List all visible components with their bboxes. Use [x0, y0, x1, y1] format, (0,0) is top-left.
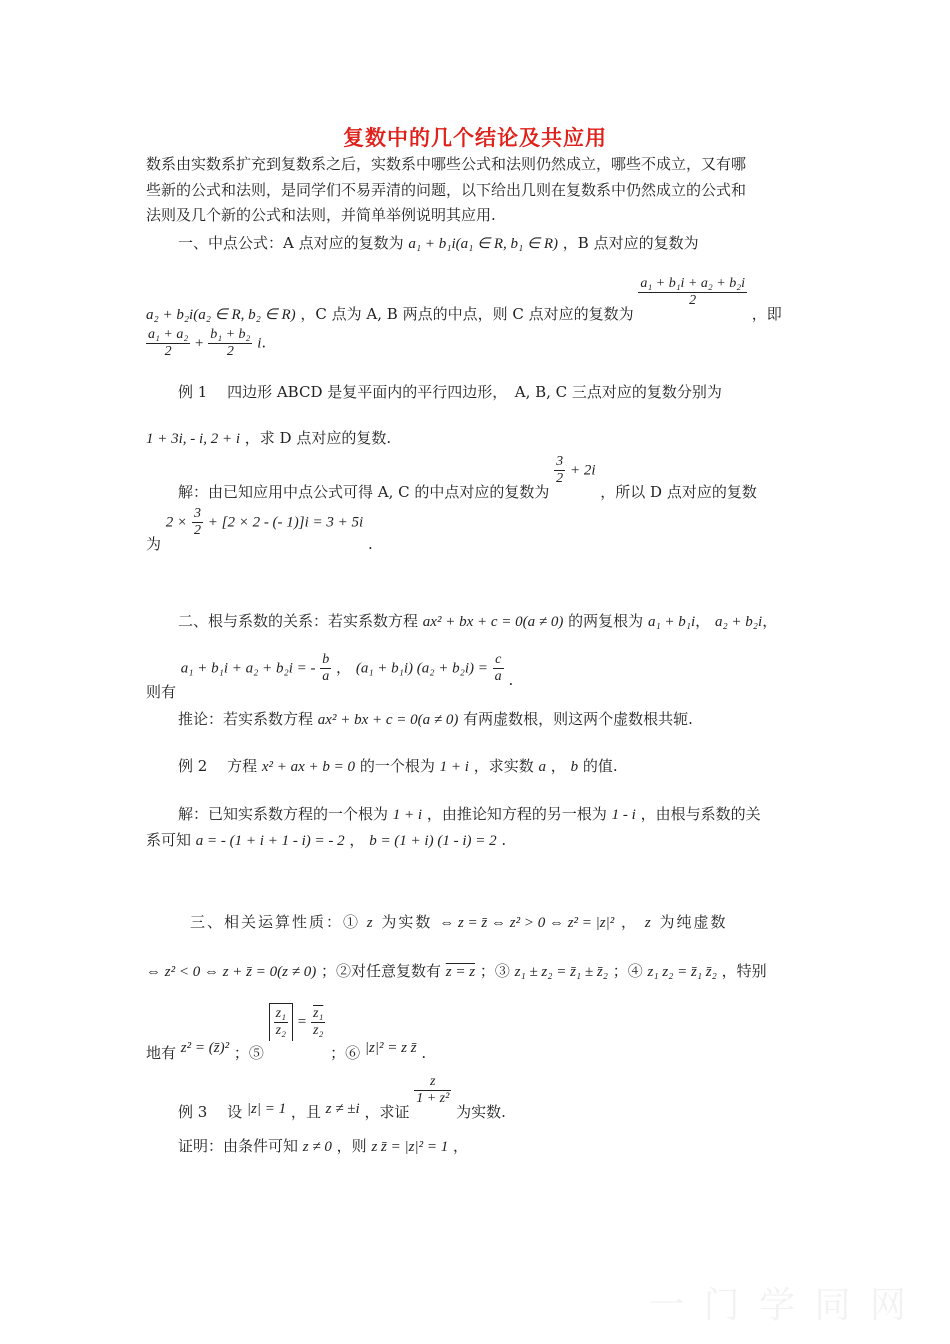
example3-text: ，求证: [364, 1102, 410, 1121]
math-calc: 2 ×: [165, 514, 188, 531]
fraction-z: [414, 1074, 451, 1107]
math-product-conjugate: z₁ z₂ = z̄₁ z̄₂: [647, 964, 717, 980]
math-product-roots: (a₁ + b₁i) (a₂ + b₂i) =: [355, 660, 488, 677]
corollary-text: 推论：若实系数方程: [178, 710, 314, 728]
fraction-denominator: a: [494, 669, 502, 684]
example2-line-1: [178, 755, 618, 776]
period: .: [368, 534, 373, 553]
solution-text: ，由推论知方程的另一根为: [426, 805, 607, 823]
section3-text: 为纯虚数: [659, 913, 728, 931]
separator: ，: [550, 757, 566, 775]
period: .: [421, 1044, 427, 1062]
fraction-numerator: 3: [193, 506, 201, 521]
watermark: 一 门 学 同 网: [648, 1285, 910, 1326]
var-a: a: [538, 759, 547, 775]
example1-line-2: [146, 427, 391, 448]
example3-line-1: [178, 1074, 506, 1121]
separator: ，: [349, 831, 365, 849]
page-title: 复数中的几个结论及共应用: [343, 126, 607, 150]
section3-text: 为实数: [381, 913, 433, 931]
solution-text: 解：由已知应用中点公式可得 A, C 的中点对应的复数为: [178, 482, 550, 501]
section3-text: ；④: [612, 962, 643, 980]
fraction-imag: [208, 327, 252, 360]
section1-line-2: [146, 276, 782, 323]
fraction-real: [146, 327, 190, 360]
fraction-quotient-conj: [311, 1006, 325, 1039]
fraction-numerator: z: [414, 1074, 451, 1091]
fraction-numerator: a₁ + b₁i + a₂ + b₂i: [640, 276, 745, 291]
example3-text: 例 3 设: [178, 1102, 243, 1121]
math-root1: a₁ + b₁i: [647, 614, 696, 630]
fraction-denominator: 2: [226, 344, 234, 359]
math-root2: a₂ + b₂i: [714, 614, 763, 630]
solution-text: 解：已知实系数方程的一个根为: [178, 805, 389, 823]
example1-solution-1: [178, 454, 757, 501]
section2-line-2: [146, 652, 514, 701]
section1-text: ，B 点对应的复数为: [562, 234, 699, 252]
math-z-nonzero: z ≠ 0: [302, 1139, 332, 1155]
fraction-numerator: z₁: [313, 1005, 324, 1021]
section3-text: ；②对任意复数有: [320, 962, 441, 980]
fraction-numerator: z₁: [275, 1006, 286, 1021]
proof-text: 证明：由条件可知: [178, 1137, 299, 1155]
fraction-denominator: a: [322, 669, 330, 684]
math-quadratic: ax² + bx + c = 0(a ≠ 0): [422, 614, 564, 630]
section3-text: ；③: [479, 962, 510, 980]
section3-line-3: [146, 1003, 427, 1062]
example2-text: 的值.: [582, 757, 618, 775]
section2-line-1: [178, 610, 777, 631]
section1-text: ，即: [751, 304, 782, 323]
var-z: z: [366, 915, 375, 931]
math-a2b2: a₂ + b₂i(a₂ ∈ R, b₂ ∈ R): [146, 306, 296, 323]
proof-text: ，则: [336, 1137, 367, 1155]
math-root: 1 + i: [392, 807, 423, 823]
math-sum-roots: a₁ + b₁i + a₂ + b₂i = -: [180, 660, 316, 677]
solution-text: 系可知: [146, 831, 192, 849]
fraction-denominator: 2: [556, 471, 564, 486]
math-z-zbar: z z̄ = |z|² = 1: [371, 1139, 449, 1155]
example2-text: 的一个根为: [359, 757, 435, 775]
section1-line-1: [178, 232, 699, 253]
fraction-denominator: 2: [193, 523, 201, 538]
section3-line-1: [190, 911, 727, 932]
solution-text: 为: [146, 534, 162, 553]
math-a-value: a = - (1 + i + 1 - i) = - 2: [195, 833, 345, 849]
fraction-quotient: [269, 1003, 293, 1041]
example3-text: ，且: [290, 1102, 321, 1121]
solution-text: ，所以 D 点对应的复数: [600, 482, 757, 501]
example2-solution-1: [178, 803, 761, 824]
example1-text: ，求 D 点对应的复数.: [244, 429, 392, 447]
section3-text: ；⑤: [233, 1044, 264, 1062]
math-double-conjugate: z = z: [445, 964, 476, 980]
fraction-denominator: z₂: [313, 1022, 324, 1038]
fraction-numerator: b: [322, 652, 330, 667]
section3-text: 三、相关运算性质：①: [190, 913, 361, 931]
example1-solution-2: [146, 506, 373, 553]
fraction-b-a: [320, 652, 331, 685]
math-real-conditions: ⇔ z = z̄ ⇔ z² > 0 ⇔ z² = |z|²: [439, 915, 615, 931]
period: .: [261, 333, 267, 352]
var-z: z: [644, 915, 653, 931]
math-points: 1 + 3i, - i, 2 + i: [146, 431, 240, 447]
math-plus-2i: + 2i: [569, 462, 596, 479]
period: .: [508, 670, 514, 689]
separator: ，: [762, 612, 778, 630]
section2-text: 的两复根为: [568, 612, 644, 630]
math-square-conjugate: z² = (z̄)²: [180, 1040, 230, 1056]
section3-text: 地有: [146, 1044, 177, 1062]
fraction-denominator: 2: [689, 293, 697, 308]
separator: ，: [336, 658, 352, 677]
fraction-numerator: b₁ + b₂: [210, 327, 251, 342]
separator: ，: [695, 612, 711, 630]
math-not-i: z ≠ ±i: [325, 1100, 360, 1117]
math-equation: x² + ax + b = 0: [261, 759, 356, 775]
fraction-numerator: 3: [556, 454, 564, 469]
imag-unit: i: [257, 335, 262, 352]
separator: ，: [621, 913, 639, 931]
example3-text: 为实数.: [456, 1102, 506, 1121]
math-root: 1 - i: [611, 807, 636, 823]
section2-text: 则有: [146, 682, 177, 701]
midpoint-fraction: [638, 276, 747, 309]
example2-text: ，求实数: [473, 757, 534, 775]
section1-text: 一、中点公式：A 点对应的复数为: [178, 234, 404, 252]
proof-text: ，: [453, 1137, 469, 1155]
intro-line-3: 法则及几个新的公式和法则，并简单举例说明其应用.: [146, 206, 496, 224]
fraction-numerator: c: [493, 652, 504, 669]
math-a1b1: a₁ + b₁i(a₁ ∈ R, b₁ ∈ R): [408, 236, 558, 252]
corollary-text: 有两虚数根，则这两个虚数根共轭.: [463, 710, 693, 728]
section3-text: ，特别: [721, 962, 767, 980]
math-modulus: |z|² = z z̄: [364, 1040, 417, 1056]
math-imag-conditions: ⇔ z² < 0 ⇔ z + z̄ = 0(z ≠ 0): [146, 964, 317, 980]
fraction-numerator: a₁ + a₂: [148, 327, 189, 342]
example2-solution-2: [146, 829, 506, 850]
math-sum-conjugate: z₁ ± z₂ = z̄₁ ± z̄₂: [514, 964, 608, 980]
example3-proof: [178, 1135, 468, 1156]
example1-line-1: 例 1 四边形 ABCD 是复平面内的平行四边形， A, B, C 三点对应的复数分别为: [178, 383, 722, 401]
section3-text: ；⑥: [330, 1044, 361, 1062]
intro-line-2: 些新的公式和法则，是同学们不易弄清的问题，以下给出几则在复数系中仍然成立的公式和: [146, 181, 747, 199]
example2-text: 例 2 方程: [178, 757, 258, 775]
fraction-denominator: z₂: [275, 1023, 286, 1038]
solution-text: ，由根与系数的关: [640, 805, 761, 823]
intro-line-1: 数系由实数系扩充到复数系之后，实数系中哪些公式和法则仍然成立，哪些不成立，又有哪: [146, 155, 747, 173]
fraction-denominator: 1 + z²: [416, 1091, 450, 1106]
solution-fraction: [554, 454, 565, 487]
section1-text: ，C 点为 A, B 两点的中点，则 C 点对应的复数为: [300, 304, 634, 323]
section1-line-3: [146, 327, 266, 360]
fraction-c-a: [493, 652, 504, 685]
corollary-line: [178, 708, 693, 729]
section3-line-2: [146, 960, 767, 981]
var-b: b: [570, 759, 579, 775]
period: .: [501, 831, 507, 849]
math-quadratic: ax² + bx + c = 0(a ≠ 0): [317, 712, 459, 728]
fraction-denominator: 2: [164, 344, 172, 359]
solution-fraction: [192, 506, 203, 539]
math-root: 1 + i: [439, 759, 469, 775]
equals-sign: =: [297, 1014, 307, 1030]
math-calc: + [2 × 2 - (- 1)]i = 3 + 5i: [207, 514, 364, 531]
section2-text: 二、根与系数的关系：若实系数方程: [178, 612, 419, 630]
math-b-value: b = (1 + i) (1 - i) = 2: [369, 833, 497, 849]
math-modulus-one: |z| = 1: [246, 1100, 287, 1117]
plus-sign: +: [194, 335, 204, 352]
